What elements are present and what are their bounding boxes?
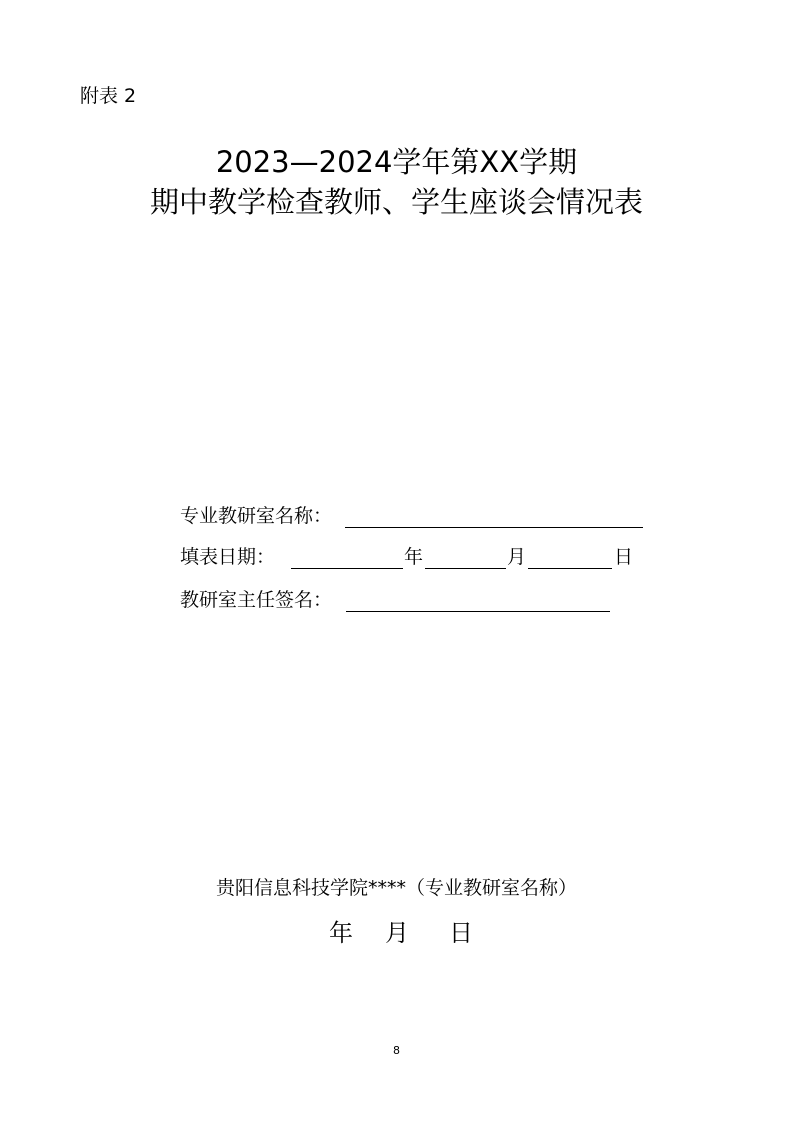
document-title-line-1: 2023—2024学年第XX学期 <box>215 145 578 179</box>
fill-date-year-char: 年 <box>404 546 424 568</box>
fill-date-year-line[interactable] <box>291 568 403 569</box>
director-signature-fill-line[interactable] <box>346 611 610 612</box>
department-name-row <box>180 503 650 529</box>
department-name-label: 专业教研室名称： <box>180 505 333 527</box>
fill-date-label: 填表日期： <box>180 546 276 568</box>
fill-date-month-line[interactable] <box>425 568 506 569</box>
director-signature-label: 教研室主任签名： <box>180 589 333 611</box>
footer-date-day: 日 <box>449 919 473 947</box>
department-name-fill-line[interactable] <box>345 527 643 528</box>
fill-date-day-char: 日 <box>614 546 634 568</box>
appendix-label: 附表 2 <box>80 85 137 107</box>
director-signature-row <box>180 587 650 613</box>
page-number: 8 <box>393 1044 400 1057</box>
fill-date-row <box>180 544 650 570</box>
fill-date-month-char: 月 <box>507 546 527 568</box>
footer-date-month: 月 <box>385 919 409 947</box>
document-title-line-2: 期中教学检查教师、学生座谈会情况表 <box>149 185 643 219</box>
fill-date-day-line[interactable] <box>528 568 612 569</box>
footer-organization: 贵阳信息科技学院****（专业教研室名称） <box>215 877 577 899</box>
footer-date-year: 年 <box>329 919 353 947</box>
